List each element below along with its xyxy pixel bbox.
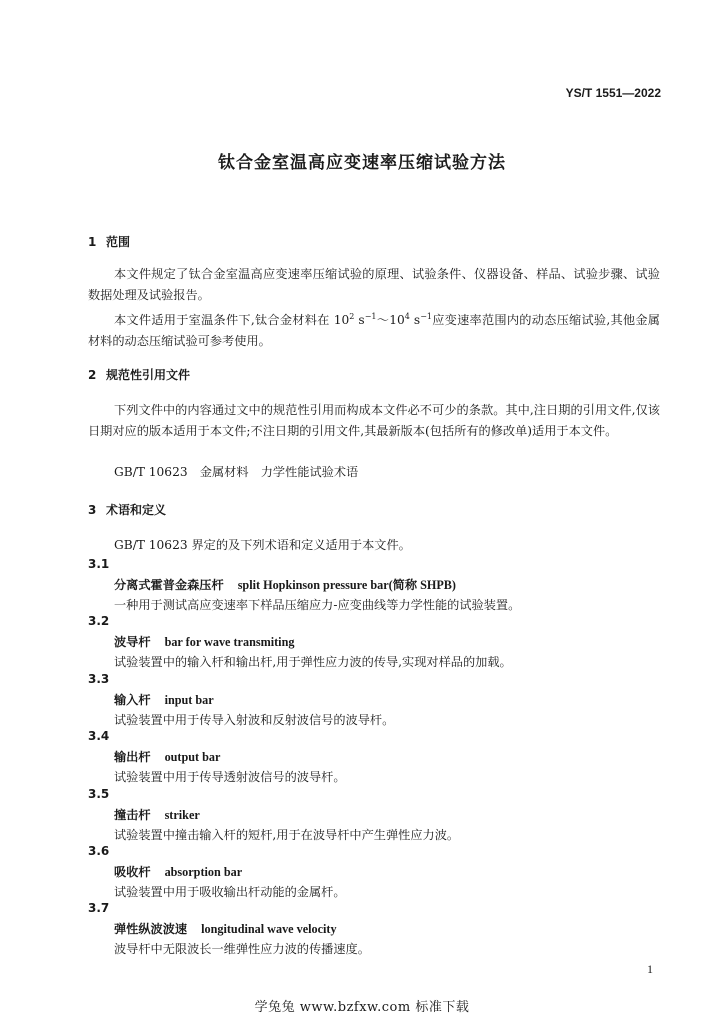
term-english: bar for wave transmiting bbox=[164, 635, 295, 649]
term-number: 3.4 bbox=[88, 729, 110, 743]
term-heading bbox=[114, 806, 200, 823]
section-number: 1 bbox=[88, 235, 97, 249]
section-number: 2 bbox=[88, 368, 97, 382]
p2-text-c: s bbox=[354, 313, 365, 328]
term-definition: 试验装置中用于传导入射波和反射波信号的波导杆。 bbox=[114, 713, 395, 727]
p2-text-i: 应变速率范围内的动态压缩试验,其他金属材料的动态压缩试验可参考使用。 bbox=[88, 313, 660, 349]
term-chinese: 输入杆 bbox=[114, 693, 151, 707]
p2-exp-1: 2 bbox=[349, 312, 355, 321]
section-title: 规范性引用文件 bbox=[106, 368, 191, 382]
term-definition: 一种用于测试高应变速率下样品压缩应力-应变曲线等力学性能的试验装置。 bbox=[114, 598, 521, 612]
term-definition: 试验装置中撞击输入杆的短杆,用于在波导杆中产生弹性应力波。 bbox=[114, 828, 460, 842]
term-english: split Hopkinson pressure bar(简称 SHPB) bbox=[237, 578, 456, 592]
p2-exp-3: 4 bbox=[404, 312, 410, 321]
term-chinese: 波导杆 bbox=[114, 635, 151, 649]
standard-number: YS/T 1551—2022 bbox=[565, 86, 661, 100]
term-heading bbox=[114, 576, 456, 593]
section-number: 3 bbox=[88, 503, 97, 517]
term-number: 3.2 bbox=[88, 614, 110, 628]
term-definition: 波导杆中无限波长一维弹性应力波的传播速度。 bbox=[114, 942, 370, 956]
section-title: 范围 bbox=[106, 235, 131, 249]
section-1-paragraph-1: 本文件规定了钛合金室温高应变速率压缩试验的原理、试验条件、仪器设备、样品、试验步骤、试验数据处理及试验报告。 bbox=[88, 267, 660, 302]
document-title: 钛合金室温高应变速率压缩试验方法 bbox=[218, 153, 506, 173]
p2-text-a: 本文件适用于室温条件下,钛合金材料在 10 bbox=[114, 313, 350, 328]
p2-exp-2: −1 bbox=[364, 312, 377, 321]
section-3-intro: GB/T 10623 界定的及下列术语和定义适用于本文件。 bbox=[114, 538, 411, 552]
term-english: absorption bar bbox=[164, 865, 243, 879]
term-number: 3.6 bbox=[88, 844, 110, 858]
term-number: 3.7 bbox=[88, 901, 110, 915]
p2-exp-4: −1 bbox=[420, 312, 432, 321]
section-title: 术语和定义 bbox=[106, 503, 167, 517]
term-chinese: 弹性纵波波速 bbox=[114, 922, 188, 936]
section-3-heading bbox=[88, 501, 166, 518]
term-chinese: 分离式霍普金森压杆 bbox=[114, 578, 224, 592]
p2-text-e: ～10 bbox=[376, 313, 405, 328]
section-1-paragraph-2 bbox=[88, 306, 660, 352]
term-number: 3.3 bbox=[88, 672, 110, 686]
normative-reference: GB/T 10623 金属材料 力学性能试验术语 bbox=[114, 465, 359, 479]
term-chinese: 撞击杆 bbox=[114, 808, 151, 822]
term-definition: 试验装置中用于吸收输出杆动能的金属杆。 bbox=[114, 885, 346, 899]
term-english: longitudinal wave velocity bbox=[201, 922, 337, 936]
term-heading bbox=[114, 633, 294, 650]
term-definition: 试验装置中的输入杆和输出杆,用于弹性应力波的传导,实现对样品的加载。 bbox=[114, 655, 512, 669]
term-english: striker bbox=[164, 808, 200, 822]
section-1-heading bbox=[88, 233, 130, 250]
section-2-heading bbox=[88, 366, 190, 383]
p2-text-g: s bbox=[409, 313, 421, 328]
term-chinese: 吸收杆 bbox=[114, 865, 151, 879]
term-english: input bar bbox=[164, 693, 214, 707]
term-heading bbox=[114, 691, 214, 708]
term-number: 3.5 bbox=[88, 787, 110, 801]
term-heading bbox=[114, 863, 242, 880]
term-definition: 试验装置中用于传导透射波信号的波导杆。 bbox=[114, 770, 346, 784]
term-chinese: 输出杆 bbox=[114, 750, 151, 764]
page-number: 1 bbox=[647, 962, 653, 976]
term-number: 3.1 bbox=[88, 557, 110, 571]
term-heading bbox=[114, 748, 220, 765]
section-2-paragraph-1: 下列文件中的内容通过文中的规范性引用而构成本文件必不可少的条款。其中,注日期的引用文件,仅该日期对应的版本适用于本文件;不注日期的引用文件,其最新版本(包括所有的修改单)适用于本文件。 bbox=[88, 403, 660, 438]
term-heading bbox=[114, 920, 337, 937]
footer-watermark: 学兔兔 www.bzfxw.com 标准下载 bbox=[254, 1000, 470, 1015]
term-english: output bar bbox=[164, 750, 221, 764]
